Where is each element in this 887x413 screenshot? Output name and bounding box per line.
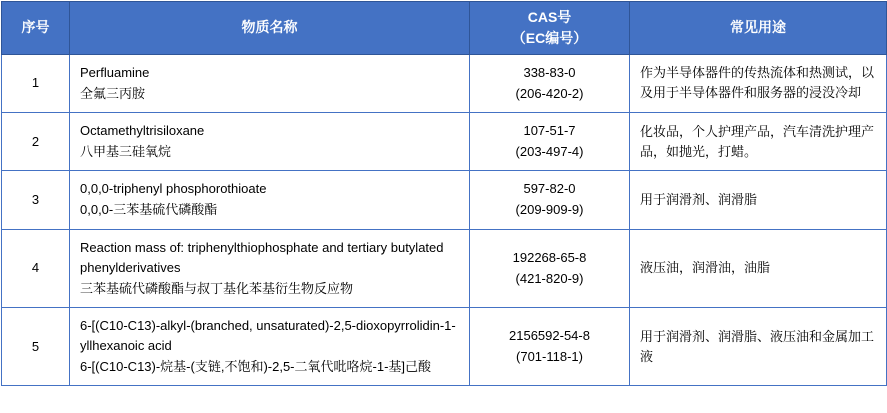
- common-use: 作为半导体器件的传热流体和热测试，以及用于半导体器件和服务器的浸没冷却: [640, 65, 875, 101]
- ec-number: (701-118-1): [516, 349, 583, 365]
- header-cas: [470, 2, 630, 55]
- cell-index: 3: [2, 171, 70, 229]
- cell-index: 4: [2, 229, 70, 307]
- common-use: 用于润滑剂、润滑脂、液压油和金属加工液: [640, 328, 875, 364]
- ec-number: (206-420-2): [515, 85, 584, 101]
- common-use: 用于润滑剂、润滑脂: [640, 191, 758, 207]
- cell-index: 5: [2, 308, 70, 386]
- cell-cas: [470, 229, 630, 307]
- substance-name-en: Reaction mass of: triphenylthiophosphate and tertiary butylated phenylderivatives: [80, 239, 444, 275]
- cell-name: [70, 113, 470, 171]
- substance-table-container: [0, 1, 887, 386]
- substance-name-zh: 三苯基硫代磷酸酯与叔丁基化苯基衍生物反应物: [80, 280, 354, 296]
- header-cas-line2: （EC编号）: [511, 29, 588, 46]
- substance-name-en: 0,0,0-triphenyl phosphorothioate: [80, 181, 267, 197]
- cell-cas: [470, 54, 630, 112]
- table-row: [2, 54, 887, 112]
- substance-name-en: Octamethyltrisiloxane: [80, 123, 205, 139]
- cell-use: [630, 171, 887, 229]
- header-cas-line1: CAS号: [527, 9, 572, 25]
- common-use: 液压油，润滑油，油脂: [640, 260, 771, 276]
- ec-number: (203-497-4): [515, 144, 584, 160]
- cell-index: 2: [2, 113, 70, 171]
- header-use: 常见用途: [630, 2, 887, 55]
- table-row: [2, 171, 887, 229]
- substance-name-zh: 全氟三丙胺: [80, 85, 146, 101]
- cas-number: 2156592-54-8: [509, 328, 590, 344]
- substance-table: [1, 1, 887, 386]
- cas-number: 192268-65-8: [512, 249, 587, 265]
- cell-cas: [470, 113, 630, 171]
- substance-name-en: Perfluamine: [80, 64, 150, 80]
- cell-name: [70, 54, 470, 112]
- table-row: [2, 113, 887, 171]
- cell-use: [630, 113, 887, 171]
- cell-index: 1: [2, 54, 70, 112]
- ec-number: (421-820-9): [515, 270, 584, 286]
- header-index: 序号: [2, 2, 70, 55]
- substance-name-en: 6-[(C10-C13)-alkyl-(branched, unsaturated)-2,5-dioxopyrrolidin-1-yllhexanoic acid: [80, 318, 456, 354]
- cell-name: [70, 308, 470, 386]
- header-name: 物质名称: [70, 2, 470, 55]
- substance-name-zh: 0,0,0-三苯基硫代磷酸酯: [80, 202, 218, 218]
- cell-use: [630, 54, 887, 112]
- table-row: [2, 308, 887, 386]
- table-row: [2, 229, 887, 307]
- table-header-row: [2, 2, 887, 55]
- common-use: 化妆品，个人护理产品，汽车清洗护理产品，如抛光，打蜡。: [640, 123, 875, 159]
- cell-cas: [470, 308, 630, 386]
- cas-number: 107-51-7: [523, 123, 576, 139]
- cell-name: [70, 229, 470, 307]
- substance-name-zh: 八甲基三硅氧烷: [80, 144, 172, 160]
- cas-number: 338-83-0: [523, 64, 576, 80]
- cell-cas: [470, 171, 630, 229]
- cas-number: 597-82-0: [523, 181, 576, 197]
- cell-use: [630, 229, 887, 307]
- cell-use: [630, 308, 887, 386]
- cell-name: [70, 171, 470, 229]
- substance-name-zh: 6-[(C10-C13)-烷基-(支链,不饱和)-2,5-二氧代吡咯烷-1-基]己酸: [80, 359, 432, 375]
- ec-number: (209-909-9): [515, 202, 584, 218]
